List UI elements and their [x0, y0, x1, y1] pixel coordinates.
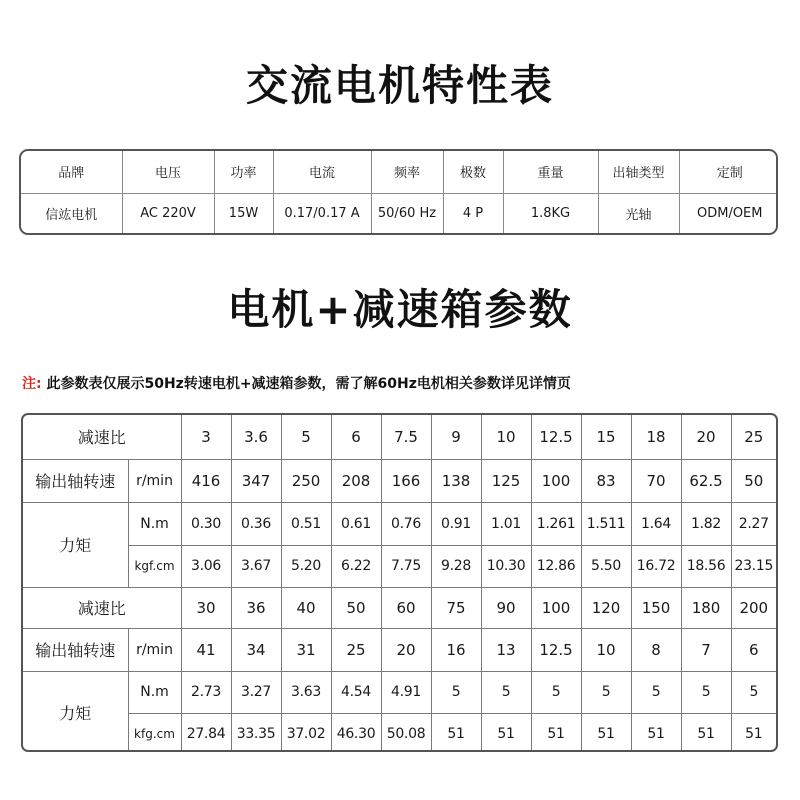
spec-value-voltage: AC 220V — [122, 193, 214, 233]
ratio-cell: 36 — [231, 587, 281, 628]
torque-nm-cell: 2.27 — [731, 502, 776, 545]
torque-kgf-cell: 23.15 — [731, 545, 776, 587]
torque-kgf-cell: 51 — [531, 713, 581, 752]
torque-nm-cell: 3.27 — [231, 671, 281, 713]
torque-nm-cell: 5 — [531, 671, 581, 713]
spec-value-poles: 4 P — [443, 193, 503, 233]
speed-cell: 16 — [431, 628, 481, 671]
torque-kgf-row — [23, 713, 776, 752]
spec-header-brand: 品牌 — [21, 151, 122, 193]
spec-header-custom: 定制 — [679, 151, 778, 193]
speed-cell: 31 — [281, 628, 331, 671]
speed-cell: 347 — [231, 459, 281, 502]
speed-cell: 70 — [631, 459, 681, 502]
torque-kgf-cell: 3.06 — [181, 545, 231, 587]
torque-nm-cell: 0.36 — [231, 502, 281, 545]
ratio-cell: 150 — [631, 587, 681, 628]
torque-nm-cell: 3.63 — [281, 671, 331, 713]
ratio-cell: 3 — [181, 415, 231, 459]
spec-value-weight: 1.8KG — [503, 193, 598, 233]
spec-value-power: 15W — [214, 193, 273, 233]
torque-nm-cell: 4.54 — [331, 671, 381, 713]
torque-kgf-cell: 51 — [431, 713, 481, 752]
spec-value-row — [21, 193, 778, 233]
speed-cell: 83 — [581, 459, 631, 502]
ratio-cell: 75 — [431, 587, 481, 628]
ratio-cell: 25 — [731, 415, 776, 459]
torque-kgf-cell: 27.84 — [181, 713, 231, 752]
torque-nm-cell: 1.511 — [581, 502, 631, 545]
speed-cell: 41 — [181, 628, 231, 671]
torque-nm-cell: 0.30 — [181, 502, 231, 545]
speed-cell: 6 — [731, 628, 776, 671]
torque-nm-cell: 5 — [481, 671, 531, 713]
ratio-cell: 7.5 — [381, 415, 431, 459]
torque-kgf-cell: 16.72 — [631, 545, 681, 587]
speed-cell: 50 — [731, 459, 776, 502]
torque-nm-cell: 0.91 — [431, 502, 481, 545]
speed-cell: 13 — [481, 628, 531, 671]
torque-kgf-cell: 18.56 — [681, 545, 731, 587]
torque-nm-cell: 1.82 — [681, 502, 731, 545]
torque-kgf-cell: 51 — [631, 713, 681, 752]
torque-kgf-cell: 6.22 — [331, 545, 381, 587]
torque-kgf-cell: 51 — [681, 713, 731, 752]
torque-kgf-cell: 37.02 — [281, 713, 331, 752]
speed-unit: r/min — [128, 628, 181, 671]
speed-row — [23, 459, 776, 502]
speed-cell: 12.5 — [531, 628, 581, 671]
spec-header-voltage: 电压 — [122, 151, 214, 193]
torque-kgf-unit: kfg.cm — [128, 713, 181, 752]
torque-kgf-cell: 9.28 — [431, 545, 481, 587]
torque-nm-unit: N.m — [128, 671, 181, 713]
spec-header-current: 电流 — [273, 151, 371, 193]
torque-label: 力矩 — [23, 502, 128, 587]
torque-nm-cell: 2.73 — [181, 671, 231, 713]
ratio-cell: 120 — [581, 587, 631, 628]
ratio-cell: 100 — [531, 587, 581, 628]
torque-nm-row — [23, 502, 776, 545]
torque-nm-cell: 1.01 — [481, 502, 531, 545]
ratio-cell: 6 — [331, 415, 381, 459]
torque-nm-cell: 5 — [581, 671, 631, 713]
torque-nm-unit: N.m — [128, 502, 181, 545]
speed-cell: 62.5 — [681, 459, 731, 502]
ratio-cell: 90 — [481, 587, 531, 628]
ratio-label: 减速比 — [23, 587, 181, 628]
ratio-cell: 60 — [381, 587, 431, 628]
ratio-cell: 18 — [631, 415, 681, 459]
spec-header-shaft-type: 出轴类型 — [598, 151, 679, 193]
torque-kgf-cell: 3.67 — [231, 545, 281, 587]
torque-nm-cell: 5 — [731, 671, 776, 713]
ratio-label: 减速比 — [23, 415, 181, 459]
reduction-table — [21, 413, 778, 752]
torque-kgf-cell: 7.75 — [381, 545, 431, 587]
torque-kgf-row — [23, 545, 776, 587]
torque-nm-cell: 5 — [631, 671, 681, 713]
speed-cell: 250 — [281, 459, 331, 502]
spec-header-poles: 极数 — [443, 151, 503, 193]
speed-unit: r/min — [128, 459, 181, 502]
spec-header-frequency: 频率 — [371, 151, 443, 193]
spec-header-row — [21, 151, 778, 193]
torque-kgf-cell: 5.20 — [281, 545, 331, 587]
speed-cell: 208 — [331, 459, 381, 502]
torque-kgf-cell: 51 — [581, 713, 631, 752]
torque-kgf-cell: 10.30 — [481, 545, 531, 587]
speed-cell: 100 — [531, 459, 581, 502]
spec-header-weight: 重量 — [503, 151, 598, 193]
ratio-cell: 5 — [281, 415, 331, 459]
ratio-cell: 12.5 — [531, 415, 581, 459]
note-label: 注: — [22, 376, 42, 392]
note-text: 此参数表仅展示50Hz转速电机+减速箱参数，需了解60Hz电机相关参数详见详情页 — [46, 376, 571, 392]
speed-cell: 25 — [331, 628, 381, 671]
torque-kgf-cell: 5.50 — [581, 545, 631, 587]
speed-cell: 166 — [381, 459, 431, 502]
ratio-cell: 3.6 — [231, 415, 281, 459]
speed-cell: 20 — [381, 628, 431, 671]
ratio-cell: 20 — [681, 415, 731, 459]
speed-label: 输出轴转速 — [23, 628, 128, 671]
ratio-row — [23, 415, 776, 459]
ratio-cell: 40 — [281, 587, 331, 628]
speed-label: 输出轴转速 — [23, 459, 128, 502]
ratio-cell: 30 — [181, 587, 231, 628]
torque-nm-cell: 5 — [681, 671, 731, 713]
ratio-cell: 15 — [581, 415, 631, 459]
speed-cell: 138 — [431, 459, 481, 502]
speed-cell: 125 — [481, 459, 531, 502]
spec-header-power: 功率 — [214, 151, 273, 193]
spec-value-frequency: 50/60 Hz — [371, 193, 443, 233]
speed-cell: 8 — [631, 628, 681, 671]
speed-cell: 7 — [681, 628, 731, 671]
torque-kgf-cell: 51 — [731, 713, 776, 752]
ratio-cell: 50 — [331, 587, 381, 628]
spec-table — [19, 149, 778, 235]
torque-nm-cell: 0.61 — [331, 502, 381, 545]
speed-row — [23, 628, 776, 671]
speed-cell: 10 — [581, 628, 631, 671]
speed-cell: 416 — [181, 459, 231, 502]
ratio-cell: 180 — [681, 587, 731, 628]
torque-kgf-cell: 33.35 — [231, 713, 281, 752]
torque-nm-cell: 4.91 — [381, 671, 431, 713]
spec-value-current: 0.17/0.17 A — [273, 193, 371, 233]
torque-label: 力矩 — [23, 671, 128, 752]
spec-value-custom: ODM/OEM — [679, 193, 778, 233]
spec-value-shaft-type: 光轴 — [598, 193, 679, 233]
ratio-cell: 9 — [431, 415, 481, 459]
torque-kgf-unit: kgf.cm — [128, 545, 181, 587]
ratio-cell: 10 — [481, 415, 531, 459]
spec-value-brand: 信竑电机 — [21, 193, 122, 233]
gearbox-title: 电机+减速箱参数 — [227, 285, 573, 334]
torque-nm-cell: 1.261 — [531, 502, 581, 545]
torque-nm-cell: 0.76 — [381, 502, 431, 545]
note — [22, 374, 571, 394]
torque-nm-row — [23, 671, 776, 713]
torque-kgf-cell: 12.86 — [531, 545, 581, 587]
spec-title: 交流电机特性表 — [245, 61, 554, 110]
torque-kgf-cell: 51 — [481, 713, 531, 752]
ratio-cell: 200 — [731, 587, 776, 628]
torque-nm-cell: 5 — [431, 671, 481, 713]
torque-nm-cell: 0.51 — [281, 502, 331, 545]
torque-nm-cell: 1.64 — [631, 502, 681, 545]
speed-cell: 34 — [231, 628, 281, 671]
ratio-row — [23, 587, 776, 628]
torque-kgf-cell: 46.30 — [331, 713, 381, 752]
torque-kgf-cell: 50.08 — [381, 713, 431, 752]
